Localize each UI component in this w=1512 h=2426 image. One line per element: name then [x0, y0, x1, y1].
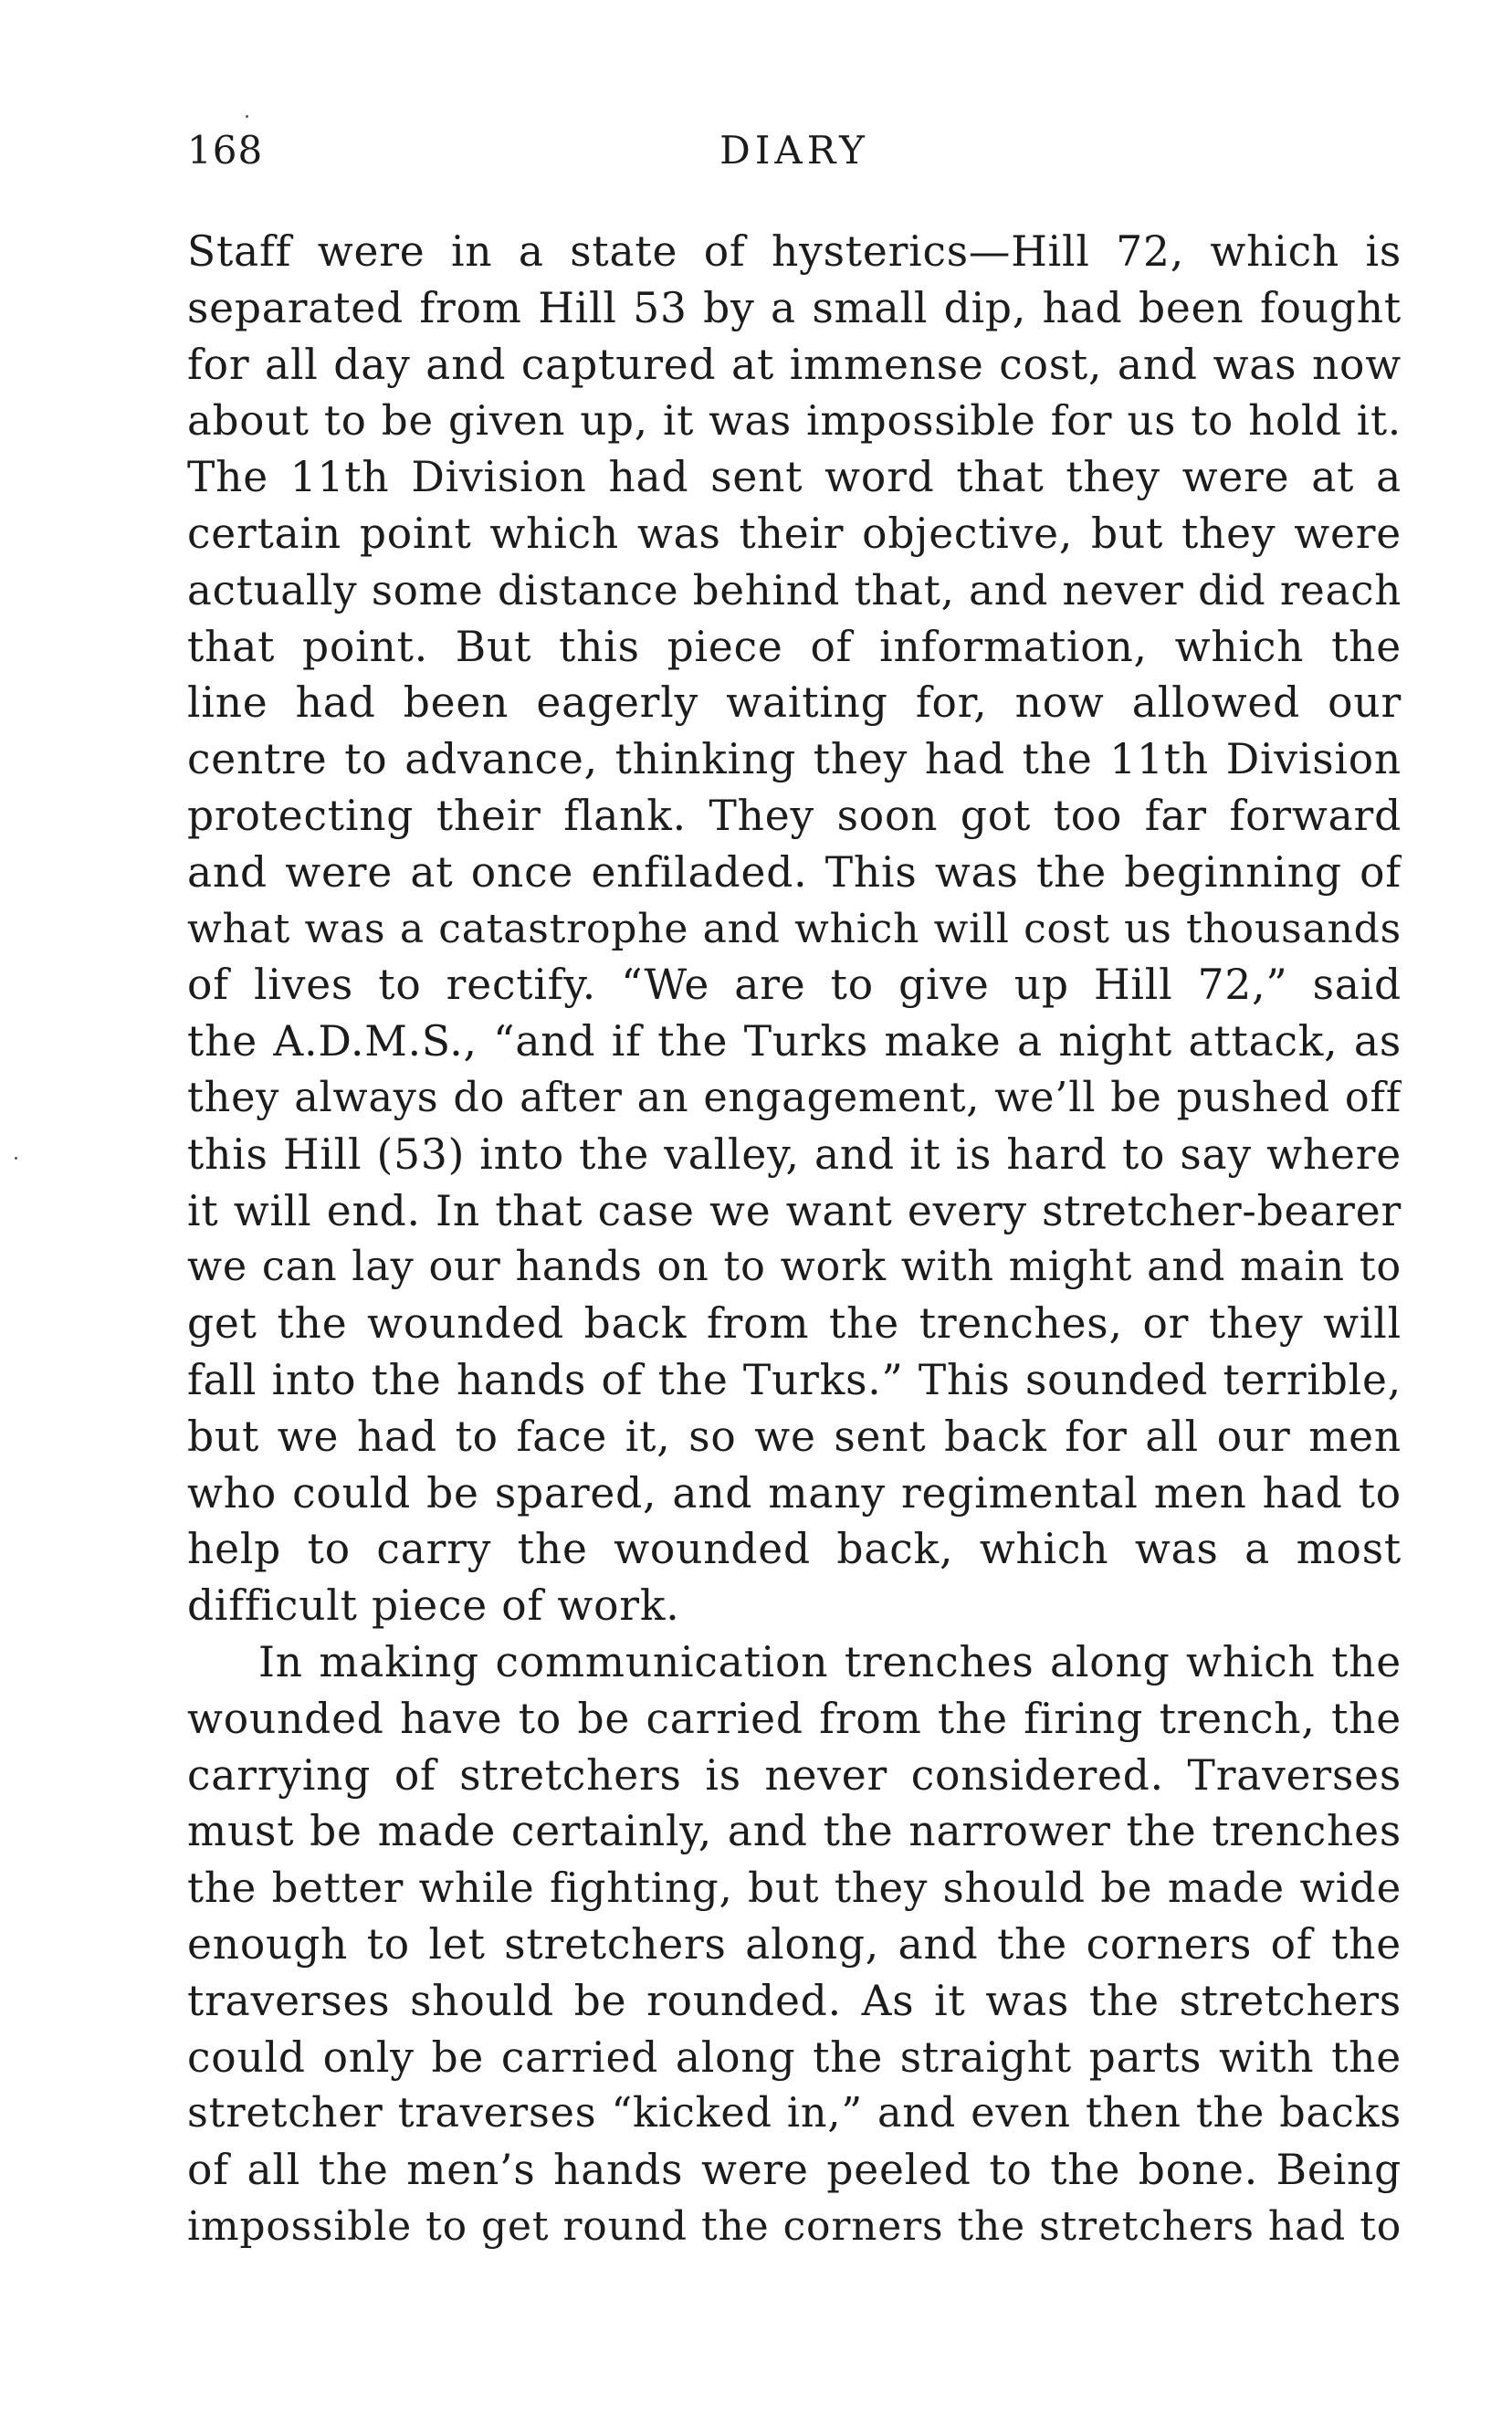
running-title: DIARY [719, 128, 869, 173]
paragraph-2 [187, 1634, 1402, 2255]
text-line: who could be spared, and many regimental men had to [187, 1468, 1402, 1518]
text-line: and were at once enfiladed. This was the beginning of [187, 847, 1402, 897]
paragraph-1 [187, 224, 1402, 1634]
text-line: impossible to get round the corners the stretchers had to [187, 2202, 1402, 2250]
page-number: 168 [187, 128, 264, 173]
running-head [187, 128, 1402, 183]
text-line: certain point which was their objective, but they were [187, 509, 1402, 558]
text-line: for all day and captured at immense cost, and was now [187, 340, 1402, 389]
text-line: of all the men’s hands were peeled to the bone. Being [187, 2146, 1402, 2195]
text-line: stretcher traverses “kicked in,” and even then the backs [187, 2090, 1402, 2137]
text-line: about to be given up, it was impossible for us to hold it. [187, 396, 1402, 446]
text-line: protecting their flank. They soon got too far forward [187, 791, 1402, 840]
text-line: must be made certainly, and the narrower the trenches [187, 1807, 1402, 1856]
text-line: line had been eagerly waiting for, now allowed our [187, 678, 1402, 728]
text-line: fall into the hands of the Turks.” This sounded terrible, [187, 1355, 1402, 1404]
text-line: they always do after an engagement, we’ll be pushed off [187, 1074, 1402, 1121]
text-line: difficult piece of work. [187, 1581, 680, 1631]
text-line: the better while fighting, but they should be made wide [187, 1864, 1402, 1913]
text-line: but we had to face it, so we sent back for all our men [187, 1412, 1402, 1461]
text-line: we can lay our hands on to work with might and main to [187, 1244, 1402, 1291]
print-speck [246, 115, 248, 118]
text-line: what was a catastrophe and which will cost us thousands [187, 905, 1402, 952]
text-line: of lives to rectify. “We are to give up Hill 72,” said [187, 961, 1402, 1010]
text-line: separated from Hill 53 by a small dip, had been fought [187, 283, 1402, 332]
print-speck [15, 1157, 17, 1160]
text-line: traverses should be rounded. As it was the stretchers [187, 1976, 1402, 2025]
text-line: enough to let stretchers along, and the corners of the [187, 1919, 1402, 1969]
text-line: could only be carried along the straight parts with the [187, 2032, 1402, 2082]
text-line: Staff were in a state of hysterics—Hill 72, which is [187, 227, 1402, 276]
text-line: wounded have to be carried from the firing trench, the [187, 1694, 1402, 1743]
text-line: carrying of stretchers is never considered. Traverses [187, 1750, 1402, 1800]
text-line: get the wounded back from the trenches, or they will [187, 1299, 1402, 1349]
text-line: centre to advance, thinking they had the 11th Division [187, 735, 1402, 784]
text-line: this Hill (53) into the valley, and it is hard to say where [187, 1129, 1402, 1179]
text-line: actually some distance behind that, and never did reach [187, 565, 1402, 614]
text-line: the A.D.M.S., “and if the Turks make a night attack, as [187, 1017, 1402, 1066]
text-line: it will end. In that case we want every stretcher-bearer [187, 1186, 1402, 1235]
text-line: The 11th Division had sent word that they were at a [187, 453, 1402, 502]
text-line: help to carry the wounded back, which was a most [187, 1525, 1402, 1574]
text-line: that point. But this piece of information, which the [187, 622, 1402, 671]
body-text [187, 224, 1402, 2255]
text-line: In making communication trenches along which the [258, 1637, 1402, 1686]
